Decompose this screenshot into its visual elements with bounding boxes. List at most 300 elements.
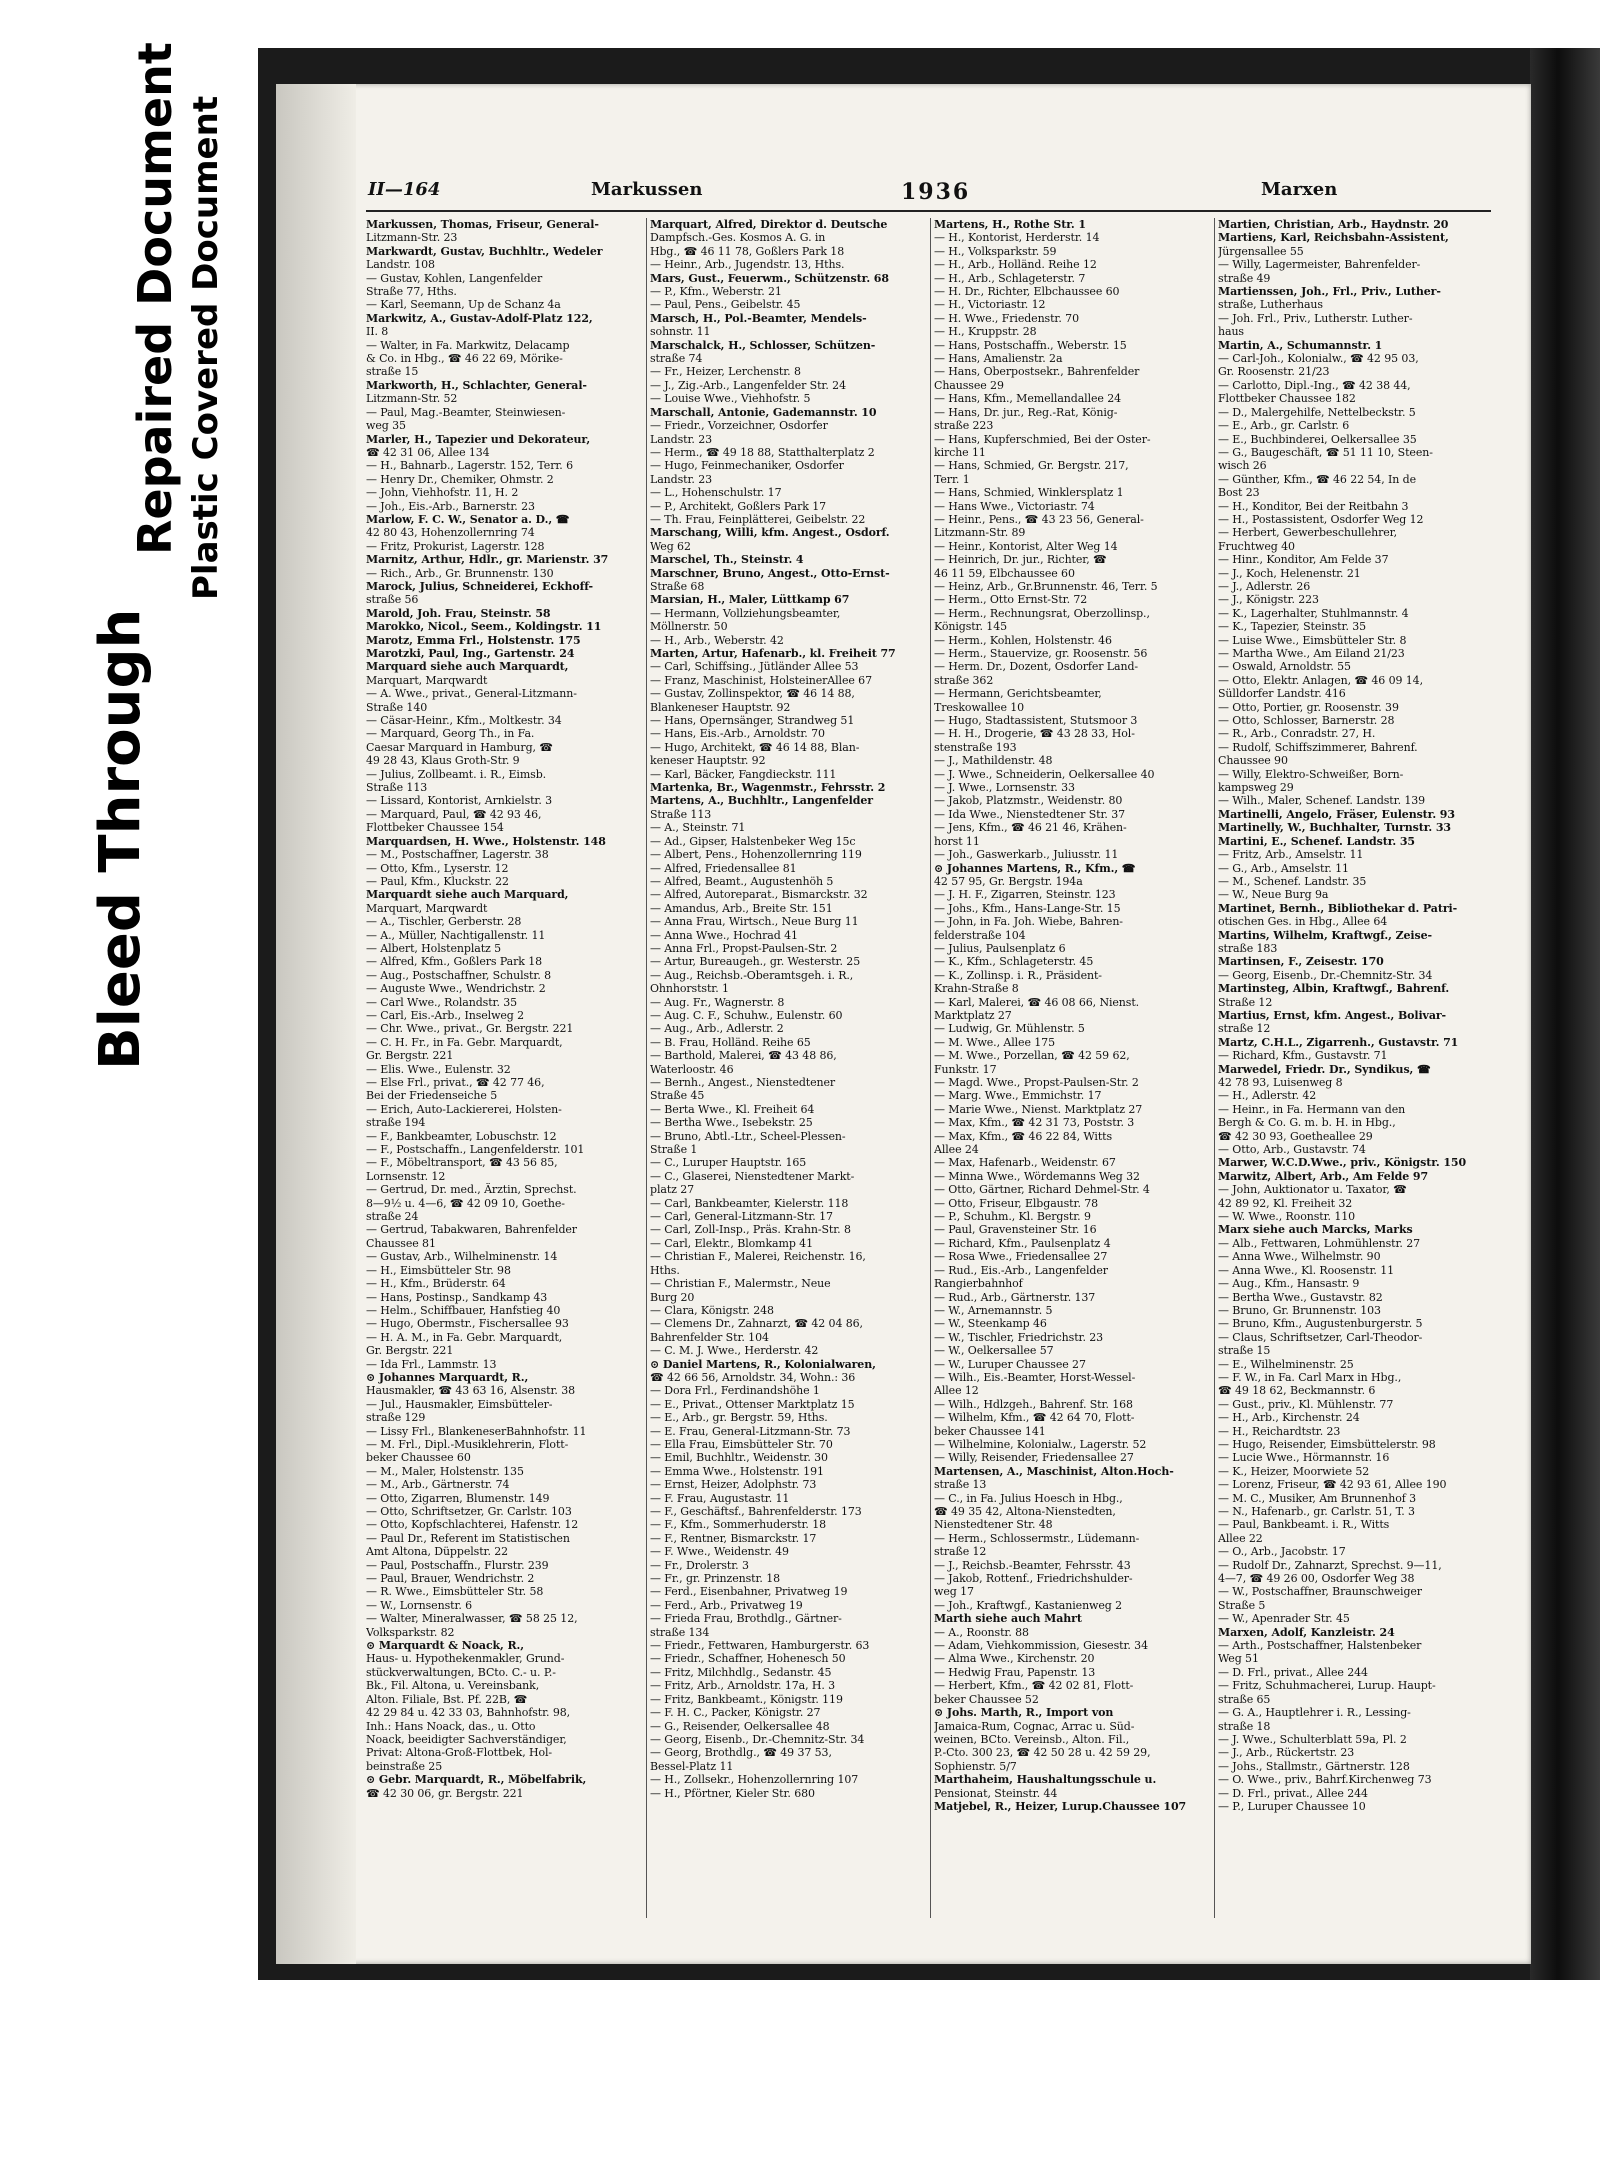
directory-entry: Fruchtweg 40 [1218, 539, 1295, 553]
directory-entry: — M. Frl., Dipl.-Musiklehrerin, Flott- [366, 1437, 569, 1451]
directory-entry: — Heinr., in Fa. Hermann van den [1218, 1102, 1406, 1116]
directory-entry: — Ludwig, Gr. Mühlenstr. 5 [934, 1022, 1085, 1036]
directory-entry: — H., Kontorist, Herderstr. 14 [934, 231, 1100, 245]
directory-entry: — Carl Wwe., Rolandstr. 35 [366, 995, 518, 1009]
directory-entry: — Walter, in Fa. Markwitz, Delacamp [366, 338, 570, 352]
directory-entry: Straße 5 [1218, 1598, 1266, 1612]
directory-entry: — Else Frl., privat., ☎ 42 77 46, [366, 1076, 545, 1089]
directory-entry: — Heinr., Kontorist, Alter Weg 14 [934, 539, 1118, 553]
directory-entry: Gr. Roosenstr. 21/23 [1218, 365, 1330, 379]
directory-entry: II. 8 [366, 325, 389, 339]
directory-entry: — Paul, Mag.-Beamter, Steinwiesen- [366, 405, 566, 419]
directory-entry: — Otto, Portier, gr. Roosenstr. 39 [1218, 700, 1399, 714]
directory-entry: P.-Cto. 300 23, ☎ 42 50 28 u. 42 59 29, [934, 1746, 1151, 1760]
directory-entry: Flottbeker Chaussee 182 [1218, 392, 1356, 406]
directory-entry: — Oswald, Arnoldstr. 55 [1218, 660, 1351, 674]
directory-entry: — Luise Wwe., Eimsbütteler Str. 8 [1218, 633, 1407, 647]
directory-entry: — A. Wwe., privat., General-Litzmann- [366, 687, 577, 701]
directory-entry: — Max, Kfm., ☎ 42 31 73, Poststr. 3 [934, 1116, 1135, 1130]
directory-entry: — Herbert, Kfm., ☎ 42 02 81, Flott- [934, 1679, 1134, 1693]
directory-entry: — Willy, Lagermeister, Bahrenfelder- [1218, 258, 1421, 272]
directory-entry: stenstraße 193 [934, 740, 1017, 754]
directory-entry: Hths. [650, 1263, 680, 1277]
directory-entry: — P., Schuhm., Kl. Bergstr. 9 [934, 1210, 1091, 1224]
directory-entry: Marth siehe auch Mahrt [934, 1612, 1082, 1626]
directory-entry: — Helm., Schiffbauer, Hanfstieg 40 [366, 1303, 561, 1317]
directory-entry: — H. Dr., Richter, Elbchaussee 60 [934, 285, 1120, 299]
directory-entry: Bahrenfelder Str. 104 [650, 1330, 769, 1344]
directory-entry: Martenka, Br., Wagenmstr., Fehrsstr. 2 [650, 781, 886, 795]
directory-entry: Sophienstr. 5/7 [934, 1759, 1017, 1773]
directory-entry: Marquart, Marqwardt [366, 901, 488, 915]
directory-entry: — A., Müller, Nachtigallenstr. 11 [366, 928, 546, 942]
directory-entry: — H. Wwe., Friedenstr. 70 [934, 311, 1079, 325]
directory-entry: — P., Kfm., Weberstr. 21 [650, 285, 782, 299]
directory-entry: — M., Schenef. Landstr. 35 [1218, 874, 1367, 888]
directory-entry: — W., Luruper Chaussee 27 [934, 1357, 1086, 1371]
directory-entry: — J., Reichsb.-Beamter, Fehrsstr. 43 [934, 1558, 1131, 1572]
directory-entry: straße 15 [366, 365, 419, 379]
directory-entry: Litzmann-Str. 89 [934, 526, 1026, 540]
directory-entry: — F., Geschäftsf., Bahrenfelderstr. 173 [650, 1505, 862, 1518]
directory-entry: — M. Wwe., Allee 175 [934, 1035, 1055, 1049]
column-divider [646, 218, 647, 1918]
directory-entry: — H., Adlerstr. 42 [1218, 1089, 1317, 1103]
directory-entry: — Rud., Eis.-Arb., Langenfelder [934, 1263, 1108, 1277]
directory-entry: Markworth, H., Schlachter, General- [366, 378, 587, 392]
directory-entry: Möllnerstr. 50 [650, 620, 728, 634]
directory-entry: — O., Arb., Jacobstr. 17 [1218, 1545, 1346, 1559]
directory-entry: — Rudolf Dr., Zahnarzt, Sprechst. 9—11, [1218, 1558, 1442, 1572]
directory-entry: — Hans, Opernsänger, Strandweg 51 [650, 714, 855, 728]
directory-entry: — Rud., Arb., Gärtnerstr. 137 [934, 1290, 1096, 1304]
directory-entry: Martins, Wilhelm, Kraftwgf., Zeise- [1218, 928, 1432, 942]
directory-entry: — John, Auktionator u. Taxator, ☎ [1218, 1183, 1407, 1197]
directory-entry: — C., Luruper Hauptstr. 165 [650, 1156, 807, 1170]
page-header [356, 179, 1496, 207]
directory-entry: Alton. Filiale, Bst. Pf. 22B, ☎ [366, 1692, 528, 1706]
directory-entry: Amt Altona, Düppelstr. 22 [366, 1545, 509, 1559]
directory-entry: — F. Frau, Augustastr. 11 [650, 1491, 790, 1505]
directory-entry: — Bertha Wwe., Isebekstr. 25 [650, 1116, 813, 1130]
directory-entry: Dampfsch.-Ges. Kosmos A. G. in [650, 231, 826, 245]
directory-entry: — Otto, Friseur, Elbgaustr. 78 [934, 1196, 1099, 1210]
directory-entry: Marnitz, Arthur, Hdlr., gr. Marienstr. 37 [366, 553, 609, 567]
directory-entry: — Franz, Maschinist, HolsteinerAllee 67 [650, 673, 872, 687]
directory-entry: — Ferd., Arb., Privatweg 19 [650, 1598, 803, 1612]
directory-entry: Markwitz, A., Gustav-Adolf-Platz 122, [366, 311, 593, 325]
directory-entry: — J., Mathildenstr. 48 [934, 754, 1053, 768]
directory-entry: straße 362 [934, 673, 994, 687]
directory-entry: Inh.: Hans Noack, das., u. Otto [366, 1719, 536, 1733]
directory-entry: — Gust., priv., Kl. Mühlenstr. 77 [1218, 1397, 1394, 1411]
directory-entry: — Willy, Elektro-Schweißer, Born- [1218, 767, 1404, 781]
directory-entry: ⊙ Johannes Martens, R., Kfm., ☎ [934, 861, 1136, 875]
directory-entry: Straße 77, Hths. [366, 285, 457, 299]
directory-entry: — J., Koch, Helenenstr. 21 [1218, 566, 1361, 580]
directory-entry: — Hans, Dr. jur., Reg.-Rat, König- [934, 405, 1118, 419]
directory-entry: straße 15 [1218, 1344, 1271, 1358]
directory-entry: — Alma Wwe., Kirchenstr. 20 [934, 1652, 1095, 1666]
directory-entry: — Herbert, Gewerbeschullehrer, [1218, 526, 1398, 540]
directory-entry: Privat: Altona-Groß-Flottbek, Hol- [366, 1746, 553, 1760]
directory-entry: — O. Wwe., priv., Bahrf.Kirchenweg 73 [1218, 1773, 1432, 1787]
directory-entry: — P., Luruper Chaussee 10 [1218, 1799, 1366, 1813]
directory-entry: — Hugo, Feinmechaniker, Osdorfer [650, 459, 844, 473]
directory-entry: — J. Wwe., Schneiderin, Oelkersallee 40 [934, 767, 1155, 781]
directory-entry: Marquart, Marqwardt [366, 673, 488, 687]
directory-entry: Nienstedtener Str. 48 [934, 1518, 1053, 1532]
directory-entry: ⊙ Daniel Martens, R., Kolonialwaren, [650, 1357, 876, 1371]
directory-entry: — H. H., Drogerie, ☎ 43 28 33, Hol- [934, 727, 1135, 741]
directory-entry: — H., Postassistent, Osdorfer Weg 12 [1218, 512, 1424, 526]
directory-entry: Gr. Bergstr. 221 [366, 1344, 454, 1358]
directory-entry: — Alb., Fettwaren, Lohmühlenstr. 27 [1218, 1236, 1421, 1250]
directory-entry: Terr. 1 [934, 472, 970, 486]
column-1 [366, 218, 642, 1918]
directory-entry: — F., Bankbeamter, Lobuschstr. 12 [366, 1129, 557, 1143]
directory-entry: — E. Frau, General-Litzmann-Str. 73 [650, 1424, 851, 1438]
directory-entry: Krahn-Straße 8 [934, 982, 1019, 996]
directory-entry: — W., Oelkersallee 57 [934, 1344, 1054, 1358]
directory-entry: — Carl-Joh., Kolonialw., ☎ 42 95 03, [1218, 352, 1419, 366]
directory-entry: — Hans Wwe., Victoriastr. 74 [934, 499, 1095, 513]
directory-entry: Allee 12 [934, 1384, 979, 1398]
directory-entry: — H., Konditor, Bei der Reitbahn 3 [1218, 499, 1409, 513]
directory-entry: — Hans, Postschaffn., Weberstr. 15 [934, 338, 1127, 352]
directory-entry: straße 65 [1218, 1692, 1271, 1706]
directory-entry: Sülldorfer Landstr. 416 [1218, 687, 1346, 701]
directory-entry: Marwer, W.C.D.Wwe., priv., Königstr. 150 [1218, 1156, 1467, 1170]
directory-entry: — Aug., Postschaffner, Schulstr. 8 [366, 968, 552, 982]
directory-entry: beker Chaussee 141 [934, 1424, 1046, 1438]
directory-entry: — Christian F., Malerei, Reichenstr. 16, [650, 1250, 866, 1264]
directory-entry: — F., Rentner, Bismarckstr. 17 [650, 1531, 817, 1545]
directory-entry: Marokko, Nicol., Seem., Koldingstr. 11 [366, 620, 602, 634]
directory-entry: ☎ 42 66 56, Arnoldstr. 34, Wohn.: 36 [650, 1370, 856, 1384]
directory-entry: — Richard, Kfm., Paulsenplatz 4 [934, 1236, 1111, 1250]
directory-entry: Litzmann-Str. 23 [366, 231, 458, 245]
directory-entry: — Alfred, Beamt., Augustenhöh 5 [650, 874, 834, 888]
directory-entry: — A., Steinstr. 71 [650, 821, 746, 835]
directory-entry: — Hugo, Architekt, ☎ 46 14 88, Blan- [650, 740, 860, 754]
directory-entry: 49 28 43, Klaus Groth-Str. 9 [366, 754, 520, 768]
directory-entry: Martini, E., Schenef. Landstr. 35 [1218, 834, 1415, 848]
directory-entry: — Fritz, Bankbeamt., Königstr. 119 [650, 1692, 843, 1706]
directory-entry: — Ida Frl., Lammstr. 13 [366, 1357, 497, 1371]
directory-entry: — G., Reisender, Oelkersallee 48 [650, 1719, 830, 1733]
directory-entry: — D. Frl., privat., Allee 244 [1218, 1665, 1368, 1679]
directory-entry: — Wilh., Hdlzgeh., Bahrenf. Str. 168 [934, 1397, 1133, 1411]
directory-entry: — Johs., Stallmstr., Gärtnerstr. 128 [1218, 1759, 1410, 1773]
directory-entry: — Alfred, Friedensallee 81 [650, 861, 797, 875]
column-3 [934, 218, 1210, 1918]
directory-entry: Noack, beeidigter Sachverständiger, [366, 1732, 567, 1746]
directory-entry: Marold, Joh. Frau, Steinstr. 58 [366, 606, 551, 620]
directory-entry: — Aug. Fr., Wagnerstr. 8 [650, 995, 785, 1009]
directory-entry: Treskowallee 10 [934, 700, 1025, 714]
directory-entry: — F. H. C., Packer, Königstr. 27 [650, 1706, 821, 1720]
directory-entry: — Ella Frau, Eimsbütteler Str. 70 [650, 1437, 833, 1451]
directory-entry: Marschner, Bruno, Angest., Otto-Ernst- [650, 566, 890, 580]
directory-entry: — Friedr., Fettwaren, Hamburgerstr. 63 [650, 1639, 870, 1653]
directory-entry: — Amandus, Arb., Breite Str. 151 [650, 901, 833, 915]
directory-entry: — Ferd., Eisenbahner, Privatweg 19 [650, 1585, 848, 1599]
directory-entry: Chaussee 29 [934, 378, 1004, 392]
directory-entry: horst 11 [934, 834, 980, 848]
directory-entry: 42 89 92, Kl. Freiheit 32 [1218, 1196, 1353, 1210]
column-divider [930, 218, 931, 1918]
directory-entry: beinstraße 25 [366, 1759, 443, 1773]
directory-entry: — Aug., Kfm., Hansastr. 9 [1218, 1277, 1360, 1291]
directory-entry: — Gertrud, Dr. med., Ärztin, Sprechst. [366, 1183, 577, 1197]
directory-entry: — Fritz, Schuhmacherei, Lurup. Haupt- [1218, 1679, 1436, 1693]
directory-entry: — M. Wwe., Porzellan, ☎ 42 59 62, [934, 1049, 1130, 1063]
directory-entry: Straße 1 [650, 1143, 698, 1157]
directory-entry: — Louise Wwe., Viehhofstr. 5 [650, 392, 811, 406]
directory-entry: — Anna Frl., Propst-Paulsen-Str. 2 [650, 941, 838, 955]
directory-page [276, 84, 1531, 1964]
directory-entry: Markussen, Thomas, Friseur, General- [366, 218, 599, 231]
directory-entry: — Arth., Postschaffner, Halstenbeker [1218, 1639, 1422, 1653]
directory-entry: straße, Lutherhaus [1218, 298, 1323, 312]
page-content [356, 84, 1496, 1964]
directory-entry: — Wilh., Maler, Schenef. Landstr. 139 [1218, 794, 1426, 808]
directory-entry: — Lissy Frl., BlankeneserBahnhofstr. 11 [366, 1424, 587, 1438]
directory-entry: — Bernh., Angest., Nienstedtener [650, 1076, 836, 1089]
directory-entry: beker Chaussee 60 [366, 1451, 471, 1465]
directory-entry: — E., Buchbinderei, Oelkersallee 35 [1218, 432, 1417, 446]
directory-entry: — Julius, Paulsenplatz 6 [934, 941, 1066, 955]
directory-entry: ⊙ Marquardt & Noack, R., [366, 1639, 525, 1653]
directory-entry: — Adam, Viehkommission, Giesestr. 34 [934, 1639, 1148, 1653]
directory-entry: ⊙ Gebr. Marquardt, R., Möbelfabrik, [366, 1773, 587, 1787]
directory-entry: — H., Volksparkstr. 59 [934, 244, 1057, 258]
directory-entry: — Cäsar-Heinr., Kfm., Moltkestr. 34 [366, 714, 562, 728]
directory-entry: — Georg, Brothdlg., ☎ 49 37 53, [650, 1746, 832, 1760]
directory-entry: — Gustav, Zollinspektor, ☎ 46 14 88, [650, 687, 855, 701]
directory-entry: — Paul, Brauer, Wendrichstr. 2 [366, 1572, 535, 1586]
directory-entry: kirche 11 [934, 445, 986, 459]
directory-entry: Rangierbahnhof [934, 1277, 1023, 1291]
directory-entry: — Carl, Eis.-Arb., Inselweg 2 [366, 1008, 525, 1022]
directory-entry: ☎ 42 30 06, gr. Bergstr. 221 [366, 1786, 524, 1800]
directory-entry: — R. Wwe., Eimsbütteler Str. 58 [366, 1585, 544, 1599]
directory-entry: Landstr. 23 [650, 432, 712, 446]
directory-entry: — Hans, Amalienstr. 2a [934, 352, 1063, 366]
directory-entry: — H., Kruppstr. 28 [934, 325, 1037, 339]
directory-entry: — Herm., Kohlen, Holstenstr. 46 [934, 633, 1112, 647]
directory-entry: — Minna Wwe., Wördemanns Weg 32 [934, 1169, 1140, 1183]
directory-entry: — F. W., in Fa. Carl Marx in Hbg., [1218, 1370, 1402, 1384]
directory-entry: — Bruno, Kfm., Augustenburgerstr. 5 [1218, 1317, 1423, 1331]
bleed-through-label: Bleed Through [88, 608, 153, 1070]
directory-entry: — L., Hohenschulstr. 17 [650, 486, 782, 500]
directory-entry: — Otto, Gärtner, Richard Dehmel-Str. 4 [934, 1183, 1150, 1197]
directory-entry: — Anna Wwe., Kl. Roosenstr. 11 [1218, 1263, 1394, 1277]
directory-entry: — Hugo, Reisender, Eimsbüttelerstr. 98 [1218, 1437, 1436, 1451]
directory-entry: — K., Kfm., Schlageterstr. 45 [934, 955, 1094, 969]
directory-entry: Straße 113 [650, 807, 712, 821]
directory-entry: — G. A., Hauptlehrer i. R., Lessing- [1218, 1706, 1411, 1720]
directory-entry: ⊙ Johs. Marth, R., Import von [934, 1706, 1114, 1720]
directory-entry: — D. Frl., privat., Allee 244 [1218, 1786, 1368, 1800]
directory-entry: Lornsenstr. 12 [366, 1169, 446, 1183]
directory-entry: straße 56 [366, 593, 419, 607]
directory-entry: — Günther, Kfm., ☎ 46 22 54, In de [1218, 472, 1416, 486]
directory-entry: — Friedr., Schaffner, Hohenesch 50 [650, 1652, 846, 1666]
directory-entry: — Th. Frau, Feinplätterei, Geibelstr. 22 [650, 512, 866, 526]
directory-entry: — W., Arnemannstr. 5 [934, 1303, 1053, 1317]
directory-entry: 42 57 95, Gr. Bergstr. 194a [934, 874, 1083, 888]
directory-entry: Bost 23 [1218, 486, 1260, 500]
directory-entry: weg 35 [366, 419, 406, 433]
directory-entry: Ohnhorststr. 1 [650, 982, 729, 996]
scanned-page [258, 48, 1600, 1980]
directory-entry: — E., Arb., gr. Bergstr. 59, Hths. [650, 1411, 828, 1425]
directory-entry: Marten, Artur, Hafenarb., kl. Freiheit 77 [650, 647, 896, 660]
directory-entry: — Paul Dr., Referent im Statistischen [366, 1531, 570, 1545]
directory-entry: — Albert, Holstenplatz 5 [366, 941, 502, 955]
directory-entry: — B. Frau, Holländ. Reihe 65 [650, 1035, 811, 1049]
directory-entry: — H., Kfm., Brüderstr. 64 [366, 1277, 506, 1291]
directory-entry: Blankeneser Hauptstr. 92 [650, 700, 791, 714]
directory-entry: haus [1218, 325, 1244, 339]
directory-entry: — Richard, Kfm., Gustavstr. 71 [1218, 1049, 1388, 1063]
directory-entry: — E., Wilhelminenstr. 25 [1218, 1357, 1354, 1371]
directory-entry: — Johs., Kfm., Hans-Lange-Str. 15 [934, 901, 1121, 915]
directory-entry: keneser Hauptstr. 92 [650, 754, 766, 768]
directory-entry: Marschel, Th., Steinstr. 4 [650, 553, 804, 567]
directory-entry: — E., Arb., gr. Carlstr. 6 [1218, 419, 1350, 433]
directory-entry: 42 29 84 u. 42 33 03, Bahnhofstr. 98, [366, 1706, 571, 1720]
directory-entry: Gr. Bergstr. 221 [366, 1049, 454, 1063]
directory-entry: — H., Zollsekr., Hohenzollernring 107 [650, 1773, 859, 1787]
directory-entry: — M., Arb., Gärtnerstr. 74 [366, 1478, 510, 1492]
directory-entry: — Alfred, Autoreparat., Bismarckstr. 32 [650, 888, 868, 902]
directory-entry: — F., Möbeltransport, ☎ 43 56 85, [366, 1156, 558, 1170]
side-labels [0, 0, 250, 1980]
directory-entry: — J., Zig.-Arb., Langenfelder Str. 24 [650, 378, 846, 392]
directory-entry: — Barthold, Malerei, ☎ 43 48 86, [650, 1049, 837, 1063]
directory-entry: — W., Tischler, Friedrichstr. 23 [934, 1330, 1104, 1344]
directory-entry: — Marquard, Paul, ☎ 42 93 46, [366, 807, 542, 821]
directory-entry: Bk., Fil. Altona, u. Vereinsbank, [366, 1679, 540, 1693]
directory-entry: Straße 12 [1218, 995, 1273, 1009]
directory-entry: — K., Lagerhalter, Stuhlmannstr. 4 [1218, 606, 1409, 620]
directory-entry: Martinelli, Angelo, Fräser, Eulenstr. 93 [1218, 807, 1455, 821]
directory-entry: — Carl, Zoll-Insp., Präs. Krahn-Str. 8 [650, 1223, 851, 1237]
directory-entry: — Artur, Bureaugeh., gr. Westerstr. 25 [650, 955, 861, 969]
directory-entry: — Bruno, Gr. Brunnenstr. 103 [1218, 1303, 1381, 1317]
directory-entry: — Jens, Kfm., ☎ 46 21 46, Krähen- [934, 821, 1127, 835]
directory-entry: — C., in Fa. Julius Hoesch in Hbg., [934, 1491, 1123, 1505]
directory-entry: — Otto, Elektr. Anlagen, ☎ 46 09 14, [1218, 673, 1423, 687]
directory-entry: — Bruno, Abtl.-Ltr., Scheel-Plessen- [650, 1129, 846, 1143]
directory-entry: straße 24 [366, 1210, 419, 1224]
directory-entry: — W., Apenrader Str. 45 [1218, 1612, 1350, 1626]
directory-entry: — C. M. J. Wwe., Herderstr. 42 [650, 1344, 819, 1358]
directory-entry: — Heinrich, Dr. jur., Richter, ☎ [934, 553, 1107, 567]
directory-entry: — K., Zollinsp. i. R., Präsident- [934, 968, 1102, 982]
directory-entry: Weg 62 [650, 539, 691, 553]
directory-entry: — Chr. Wwe., privat., Gr. Bergstr. 221 [366, 1022, 574, 1036]
directory-entry: Marktplatz 27 [934, 1008, 1012, 1022]
directory-entry: — H., Victoriastr. 12 [934, 298, 1046, 312]
directory-entry: — Hinr., Konditor, Am Felde 37 [1218, 553, 1389, 567]
directory-entry: Marwitz, Albert, Arb., Am Felde 97 [1218, 1169, 1428, 1183]
directory-entry: ☎ 42 31 06, Allee 134 [366, 445, 490, 459]
column-divider [1214, 218, 1215, 1918]
directory-entry: straße 223 [934, 419, 994, 433]
directory-entry: — Hans, Schmied, Winklersplatz 1 [934, 486, 1124, 500]
directory-entry: ⊙ Johannes Marquardt, R., [366, 1370, 529, 1384]
directory-entry: — Hans, Eis.-Arb., Arnoldstr. 70 [650, 727, 825, 741]
directory-entry: Bei der Friedenseiche 5 [366, 1089, 498, 1103]
directory-entry: — N., Hafenarb., gr. Carlstr. 51, T. 3 [1218, 1505, 1415, 1518]
directory-entry: Marotzki, Paul, Ing., Gartenstr. 24 [366, 647, 575, 660]
directory-entry: — Julius, Zollbeamt. i. R., Eimsb. [366, 767, 547, 781]
directory-entry: 42 78 93, Luisenweg 8 [1218, 1076, 1343, 1089]
directory-entry: — Auguste Wwe., Wendrichstr. 2 [366, 982, 546, 996]
directory-entry: — Rudolf, Schiffszimmerer, Bahrenf. [1218, 740, 1418, 754]
year-heading: 1936 [901, 179, 971, 205]
directory-entry: — H., Bahnarb., Lagerstr. 152, Terr. 6 [366, 459, 573, 473]
repaired-document-label: Repaired Document [128, 42, 182, 555]
directory-entry: — Magd. Wwe., Propst-Paulsen-Str. 2 [934, 1076, 1139, 1089]
directory-entry: Martensen, A., Maschinist, Alton.Hoch- [934, 1464, 1174, 1478]
directory-entry: — Otto, Zigarren, Blumenstr. 149 [366, 1491, 550, 1505]
directory-entry: — Gertrud, Tabakwaren, Bahrenfelder [366, 1223, 577, 1237]
directory-entry: — Otto, Arb., Gustavstr. 74 [1218, 1143, 1366, 1157]
directory-entry: — Bertha Wwe., Gustavstr. 82 [1218, 1290, 1383, 1304]
directory-entry: — John, Viehhofstr. 11, H. 2 [366, 486, 519, 500]
directory-entry: Martens, H., Rothe Str. 1 [934, 218, 1086, 231]
directory-entry: Caesar Marquard in Hamburg, ☎ [366, 740, 553, 754]
directory-entry: — H., Reichardtstr. 23 [1218, 1424, 1341, 1438]
directory-entry: straße 12 [1218, 1022, 1271, 1036]
directory-entry: — Lucie Wwe., Hörmannstr. 16 [1218, 1451, 1390, 1465]
directory-entry: — Joh. Frl., Priv., Lutherstr. Luther- [1218, 311, 1413, 325]
directory-entry: Waterloostr. 46 [650, 1062, 734, 1076]
directory-entry: — J., Adlerstr. 26 [1218, 579, 1311, 593]
directory-entry: — W. Wwe., Roonstr. 110 [1218, 1210, 1356, 1224]
directory-entry: — Jakob, Rottenf., Friedrichshulder- [934, 1572, 1133, 1586]
directory-entry: — F. Wwe., Weidenstr. 49 [650, 1545, 789, 1559]
directory-entry: straße 12 [934, 1545, 987, 1559]
directory-entry: — Berta Wwe., Kl. Freiheit 64 [650, 1102, 815, 1116]
directory-entry: 46 11 59, Elbchaussee 60 [934, 566, 1075, 580]
directory-entry: — Herm., ☎ 49 18 88, Statthalterplatz 2 [650, 445, 875, 459]
directory-entry: — Otto, Schlosser, Barnerstr. 28 [1218, 714, 1395, 728]
directory-entry: Hausmakler, ☎ 43 63 16, Alsenstr. 38 [366, 1384, 575, 1398]
directory-entry: Bessel-Platz 11 [650, 1759, 734, 1773]
directory-entry: — Otto, Kfm., Lyserstr. 12 [366, 861, 509, 875]
directory-entry: — Karl, Malerei, ☎ 46 08 66, Nienst. [934, 995, 1140, 1009]
directory-entry: — J., Arb., Rückertstr. 23 [1218, 1746, 1355, 1760]
directory-entry: — Ernst, Heizer, Adolphstr. 73 [650, 1478, 817, 1492]
directory-entry: — Fritz, Prokurist, Lagerstr. 128 [366, 539, 545, 553]
directory-entry: — Hans, Schmied, Gr. Bergstr. 217, [934, 459, 1129, 473]
directory-entry: — Fritz, Arb., Arnoldstr. 17a, H. 3 [650, 1679, 836, 1693]
directory-entry: — Karl, Bäcker, Fangdieckstr. 111 [650, 767, 837, 781]
directory-entry: Marlow, F. C. W., Senator a. D., ☎ [366, 512, 570, 526]
directory-entry: Marxen, Adolf, Kanzleistr. 24 [1218, 1625, 1395, 1639]
directory-entry: — Aug., Arb., Adlerstr. 2 [650, 1022, 784, 1036]
directory-entry: beker Chaussee 52 [934, 1692, 1039, 1706]
directory-entry: Straße 45 [650, 1089, 705, 1103]
column-4 [1218, 218, 1494, 1918]
